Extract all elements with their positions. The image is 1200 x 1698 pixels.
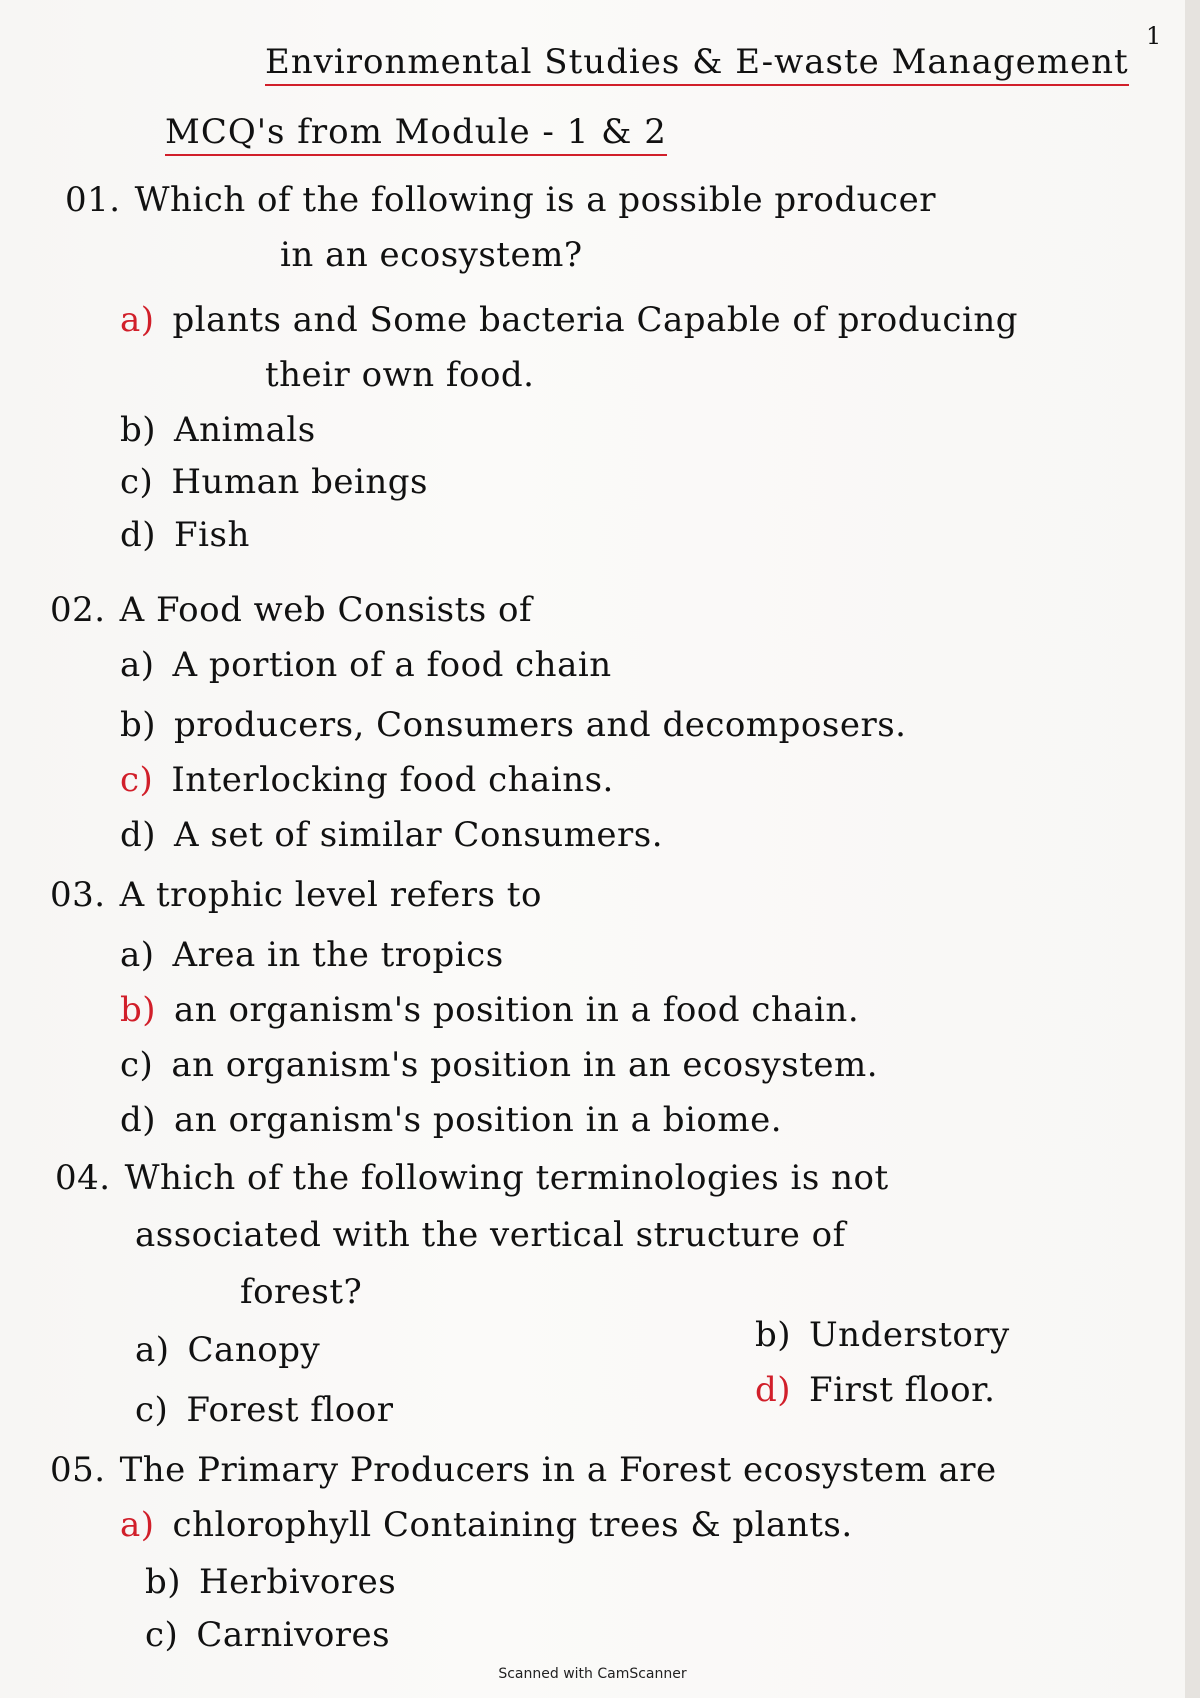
option-text: Carnivores [196,1615,391,1655]
question-4-line-2: associated with the vertical structure of [135,1215,846,1255]
option-letter: b) [145,1562,182,1602]
question-5-option-b [145,1562,396,1602]
option-letter: b) [755,1315,792,1355]
option-text: First floor. [809,1370,996,1410]
option-text: Animals [174,410,316,450]
question-4-line-1 [55,1158,889,1198]
module-title-text: MCQ's from Module - 1 & 2 [165,112,667,156]
option-text: producers, Consumers and decomposers. [174,705,907,745]
option-letter: a) [120,300,155,340]
question-1-option-d [120,515,250,555]
option-letter: b) [120,990,157,1030]
question-4-option-c [135,1390,393,1430]
question-1-number: 01. [65,180,121,220]
question-3-option-a [120,935,504,975]
option-text: plants and Some bacteria Capable of producing [172,300,1018,340]
option-letter: d) [120,515,157,555]
question-1-line-1 [65,180,936,220]
module-title [165,112,667,152]
option-text: A portion of a food chain [172,645,612,685]
question-5-line-1 [50,1450,997,1490]
question-2-option-b [120,705,906,745]
question-1-option-a [120,300,1018,340]
course-title [265,42,1129,82]
question-3-option-c [120,1045,878,1085]
question-1-option-a-line-2: their own food. [265,355,535,395]
option-letter: b) [120,410,157,450]
option-text: Interlocking food chains. [171,760,614,800]
question-5-option-a [120,1505,853,1545]
option-letter: a) [120,1505,155,1545]
question-5-text: The Primary Producers in a Forest ecosystem are [119,1450,997,1490]
question-2-text: A Food web Consists of [119,590,533,630]
question-4-option-a [135,1330,320,1370]
option-text: Forest floor [186,1390,394,1430]
question-3-option-d [120,1100,782,1140]
option-letter: c) [135,1390,169,1430]
question-3-option-b [120,990,859,1030]
option-letter: d) [120,1100,157,1140]
option-letter: d) [120,815,157,855]
question-4-line-3: forest? [240,1272,363,1312]
option-text: an organism's position in a food chain. [174,990,860,1030]
question-4-option-b [755,1315,1010,1355]
option-letter: c) [120,462,154,502]
question-2-number: 02. [50,590,106,630]
option-text: an organism's position in an ecosystem. [171,1045,879,1085]
option-text: Fish [174,515,250,555]
question-1-line-2: in an ecosystem? [280,235,583,275]
question-4-number: 04. [55,1158,111,1198]
option-text: A set of similar Consumers. [174,815,664,855]
option-text: Herbivores [199,1562,397,1602]
option-text: an organism's position in a biome. [174,1100,783,1140]
question-4-option-d [755,1370,995,1410]
option-text: Understory [809,1315,1010,1355]
option-letter: b) [120,705,157,745]
question-2-option-a [120,645,612,685]
question-1-option-b [120,410,316,450]
question-2-line-1 [50,590,532,630]
option-text: chlorophyll Containing trees & plants. [172,1505,853,1545]
question-3-text: A trophic level refers to [119,875,542,915]
option-text: Area in the tropics [172,935,504,975]
page-edge [1185,0,1200,1698]
scanner-watermark: Scanned with CamScanner [498,1666,687,1682]
option-text: Human beings [171,462,428,502]
option-letter: a) [135,1330,170,1370]
page-number: 1 [1146,22,1162,50]
option-letter: a) [120,645,155,685]
question-1-option-c [120,462,428,502]
question-4-text: Which of the following terminologies is not [124,1158,889,1198]
question-5-option-c [145,1615,390,1655]
question-2-option-d [120,815,663,855]
question-3-line-1 [50,875,542,915]
course-title-text: Environmental Studies & E-waste Management [265,42,1129,86]
option-text: Canopy [187,1330,321,1370]
option-letter: c) [120,760,154,800]
option-letter: d) [755,1370,792,1410]
option-letter: c) [145,1615,179,1655]
question-1-text: Which of the following is a possible producer [134,180,936,220]
option-letter: c) [120,1045,154,1085]
question-2-option-c [120,760,614,800]
question-3-number: 03. [50,875,106,915]
question-5-number: 05. [50,1450,106,1490]
option-letter: a) [120,935,155,975]
